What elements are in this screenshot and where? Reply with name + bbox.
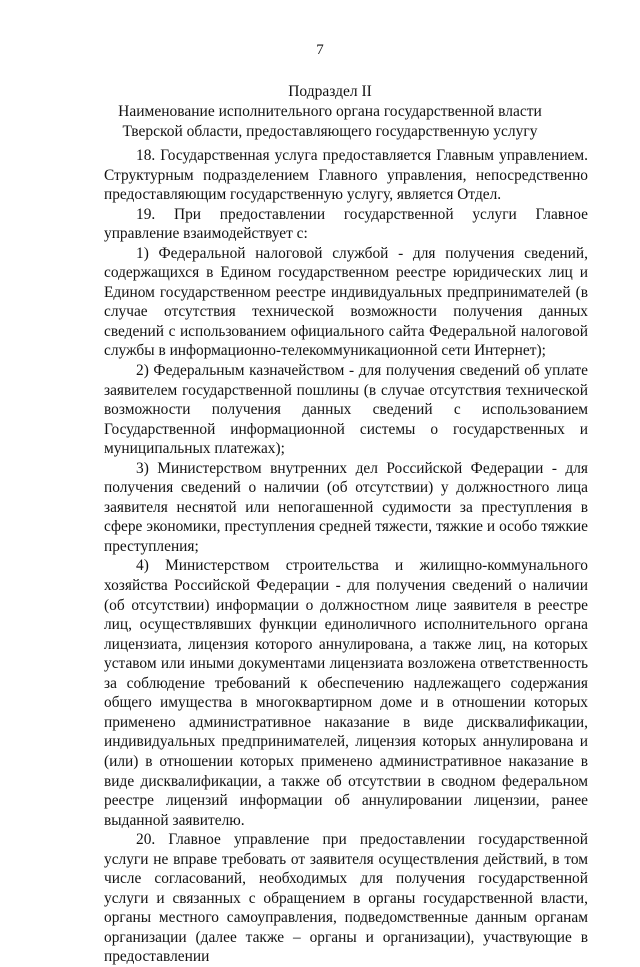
heading-subsection: Подраздел II (288, 83, 372, 100)
list-item-4: 4) Министерством строительства и жилищно-коммунального хозяйства Российской Федерации - для получения сведений о наличии (об отсутствии) информации о должностном лице заявителя в реестре лиц, осуществлявших функции единоличного исполнительного органа лицензиата, лицензия которого аннулирована, а также лиц, на которых уставом или иными документами лицензиата возложена ответственность за соблюдение требований к обеспечению надлежащего содержания общего имущества в многоквартирном доме и в отношении которых применено административное наказание в виде дисквалификации, индивидуальных предпринимателей, лицензия которых аннулирована и (или) в отношении которых применено административное наказание в виде дисквалификации, а также об отсутствии в сводном федеральном реестре лицензий информации об аннулировании лицензии, ранее выданной заявителю. (104, 557, 588, 829)
list-item-1: 1) Федеральной налоговой службой - для получения сведений, содержащихся в Едином государственном реестре юридических лиц и Едином государственном реестре индивидуальных предпринимателей (в случае отсутствия технической возможности получения данных сведений с использованием официального сайта Федеральной налоговой службы в информационно-телекоммуникационной сети Интернет); (104, 244, 588, 360)
list-item-2: 2) Федеральным казначейством - для получения сведений об уплате заявителем государственной пошлины (в случае отсутствия технической возможности получения данных сведений с использованием Государственной информационной системы о государственных и муниципальных платежах); (104, 362, 588, 458)
paragraph-20: 20. Главное управление при предоставлении государственной услуги не вправе требовать от заявителя осуществления действий, в том числе согласований, необходимых для получения государственной услуги и связанных с обращением в органы государственной власти, органы местного самоуправления, подведомственные данным органам организации (далее также – органы и организации), участвующие в предоставлении (104, 831, 588, 966)
paragraph-18: 18. Государственная услуга предоставляется Главным управлением. Структурным подразделением Главного управления, непосредственно предоставляющим государственную услугу, является Отдел. (104, 147, 588, 204)
page-number: 7 (316, 42, 324, 58)
section-heading (80, 82, 580, 142)
heading-title-line-2: Тверской области, предоставляющего государственную услугу (122, 123, 538, 140)
heading-title-line-1: Наименование исполнительного органа государственной власти (118, 103, 542, 120)
paragraph-19: 19. При предоставлении государственной услуги Главное управление взаимодействует с: (104, 205, 588, 243)
list-item-3: 3) Министерством внутренних дел Российской Федерации - для получения сведений о наличии (об отсутствии) у должностного лица заявителя неснятой или непогашенной судимости за преступления в сфере экономики, преступления средней тяжести, тяжкие и особо тяжкие преступления; (104, 459, 588, 555)
document-body (104, 146, 588, 967)
